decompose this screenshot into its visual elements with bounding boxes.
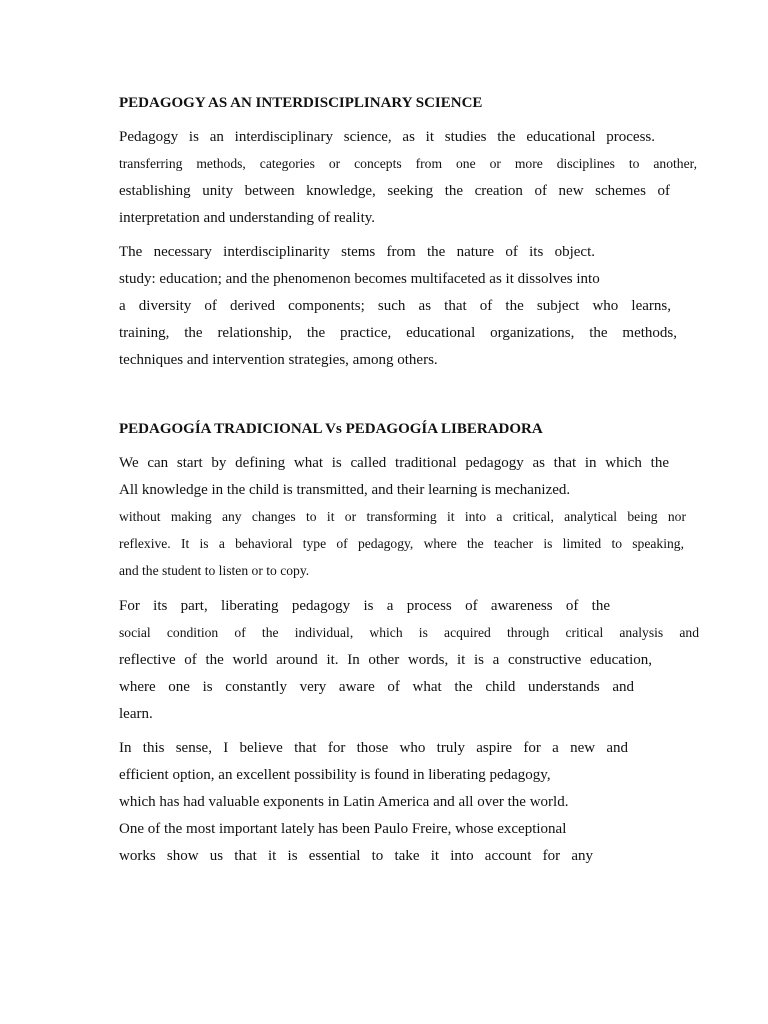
paragraph-line: reflective of the world around it. In other words, it is a constructive education, (119, 652, 652, 668)
paragraph-line: establishing unity between knowledge, seeking the creation of new schemes of (119, 183, 670, 199)
paragraph-line: a diversity of derived components; such as that of the subject who learns, (119, 298, 671, 314)
paragraph-line: In this sense, I believe that for those who truly aspire for a new and (119, 740, 628, 756)
paragraph-line: works show us that it is essential to take it into account for any (119, 848, 593, 864)
paragraph-line: transferring methods, categories or concepts from one or more disciplines to another, (119, 156, 697, 171)
paragraph-line: study: education; and the phenomenon becomes multifaceted as it dissolves into (119, 271, 600, 287)
paragraph-line: We can start by defining what is called traditional pedagogy as that in which the (119, 455, 669, 471)
paragraph-line: learn. (119, 706, 153, 722)
paragraph-line: efficient option, an excellent possibility is found in liberating pedagogy, (119, 767, 551, 783)
paragraph-line: interpretation and understanding of reality. (119, 210, 376, 226)
paragraph-line: All knowledge in the child is transmitted, and their learning is mechanized. (119, 482, 571, 498)
paragraph-line: The necessary interdisciplinarity stems from the nature of its object. (119, 244, 595, 260)
paragraph-line: reflexive. It is a behavioral type of pedagogy, where the teacher is limited to speaking, (119, 536, 684, 551)
paragraph-line: and the student to listen or to copy. (119, 563, 310, 578)
section-heading-tradicional-liberadora: PEDAGOGÍA TRADICIONAL Vs PEDAGOGÍA LIBERADORA (119, 421, 543, 437)
paragraph-line: without making any changes to it or transforming it into a critical, analytical being nor (119, 509, 686, 524)
section-heading-interdisciplinary: PEDAGOGY AS AN INTERDISCIPLINARY SCIENCE (119, 95, 483, 111)
paragraph-line: training, the relationship, the practice, educational organizations, the methods, (119, 325, 677, 341)
paragraph-line: techniques and intervention strategies, among others. (119, 352, 438, 368)
paragraph-line: One of the most important lately has been Paulo Freire, whose exceptional (119, 821, 567, 837)
paragraph-line: Pedagogy is an interdisciplinary science, as it studies the educational process. (119, 129, 655, 145)
paragraph-line: which has had valuable exponents in Latin America and all over the world. (119, 794, 569, 810)
paragraph-line: social condition of the individual, which is acquired through critical analysis and (119, 625, 699, 640)
paragraph-line: where one is constantly very aware of what the child understands and (119, 679, 634, 695)
paragraph-line: For its part, liberating pedagogy is a process of awareness of the (119, 598, 610, 614)
